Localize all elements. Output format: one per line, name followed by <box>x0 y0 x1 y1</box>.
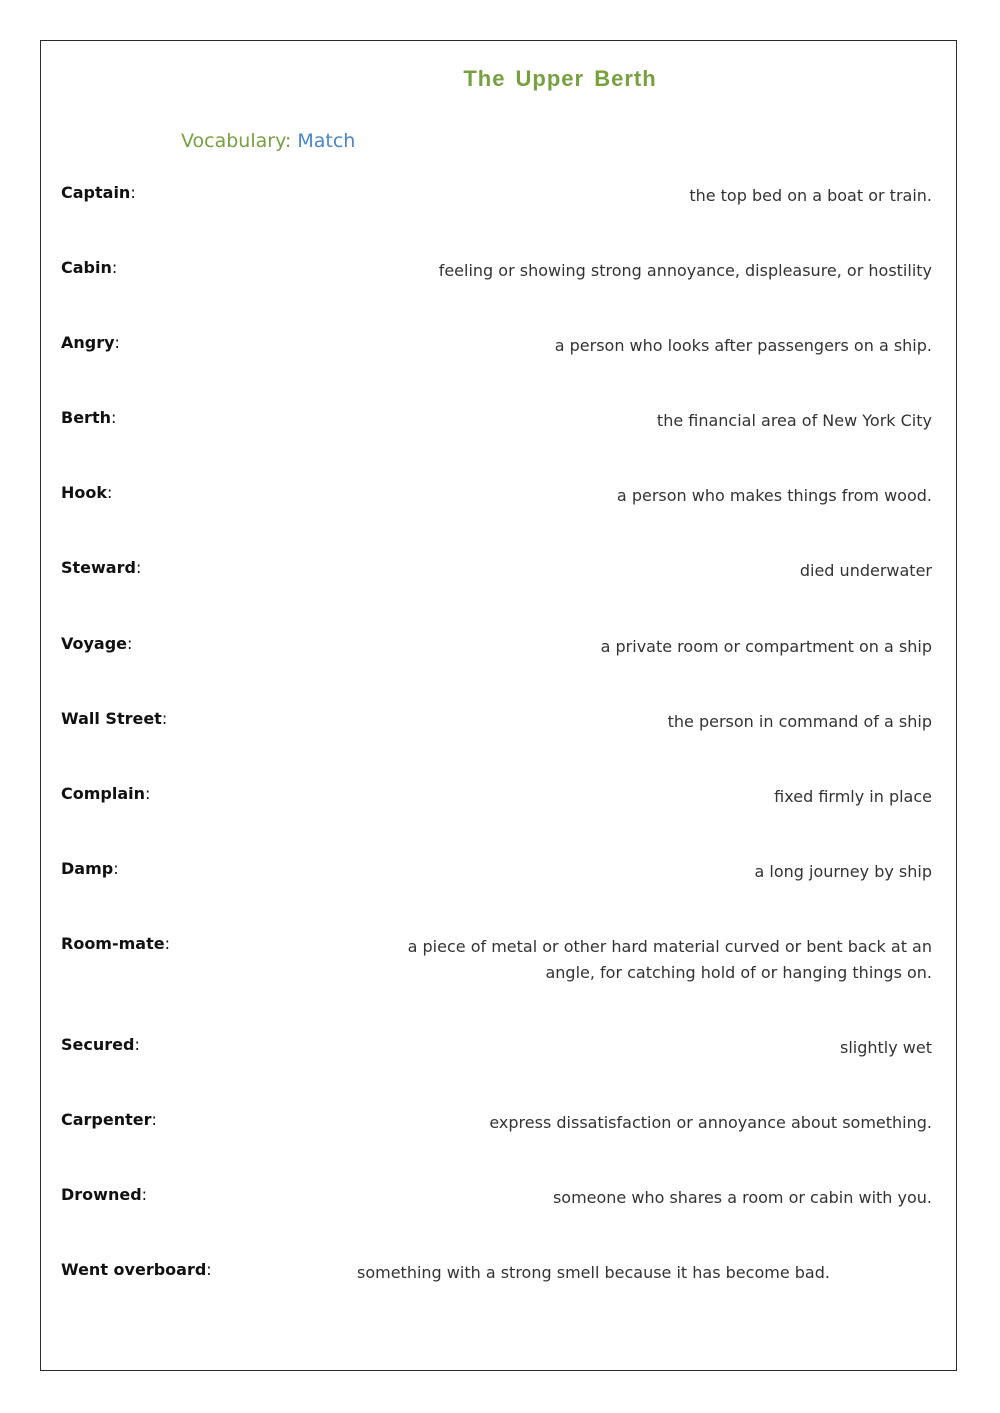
page-border <box>40 40 957 1371</box>
vocab-term: Captain: <box>61 183 136 202</box>
vocab-definition: a long journey by ship <box>754 862 932 881</box>
vocab-definition: something with a strong smell because it has become bad. <box>357 1263 830 1282</box>
section-heading-accent: Match <box>297 130 356 152</box>
vocab-term: Complain: <box>61 784 151 803</box>
vocab-definition: a person who looks after passengers on a ship. <box>554 336 932 355</box>
vocab-definition: someone who shares a room or cabin with you. <box>552 1188 932 1207</box>
worksheet-title: The Upper Berth <box>463 66 657 91</box>
vocab-term: Carpenter: <box>61 1110 157 1129</box>
definition-line: angle, for catching hold of or hanging things on. <box>545 963 932 982</box>
vocab-definition: express dissatisfaction or annoyance about something. <box>489 1113 932 1132</box>
vocab-term: Angry: <box>61 333 120 352</box>
vocab-term: Room-mate: <box>61 934 170 953</box>
vocab-term: Damp: <box>61 859 119 878</box>
section-heading <box>181 130 355 152</box>
vocab-definition: fixed firmly in place <box>774 787 932 806</box>
vocab-term: Wall Street: <box>61 709 168 728</box>
vocab-definition: feeling or showing strong annoyance, displeasure, or hostility <box>438 261 932 280</box>
vocab-term: Went overboard: <box>61 1260 212 1279</box>
vocab-term: Secured: <box>61 1035 140 1054</box>
vocab-term: Steward: <box>61 558 142 577</box>
vocab-definition <box>408 934 932 986</box>
vocab-definition: slightly wet <box>840 1038 932 1057</box>
vocab-term: Hook: <box>61 483 113 502</box>
vocab-term: Berth: <box>61 408 117 427</box>
definition-line: a piece of metal or other hard material curved or bent back at an <box>407 937 932 956</box>
vocab-definition: the top bed on a boat or train. <box>689 186 932 205</box>
vocab-definition: died underwater <box>799 561 932 580</box>
vocab-definition: a person who makes things from wood. <box>616 486 932 505</box>
vocab-definition: a private room or compartment on a ship <box>600 637 932 656</box>
vocab-term: Voyage: <box>61 634 133 653</box>
vocab-definition: the financial area of New York City <box>656 411 932 430</box>
vocab-term: Cabin: <box>61 258 118 277</box>
section-heading-lead: Vocabulary: <box>181 130 298 152</box>
vocab-term: Drowned: <box>61 1185 148 1204</box>
vocab-definition: the person in command of a ship <box>667 712 932 731</box>
